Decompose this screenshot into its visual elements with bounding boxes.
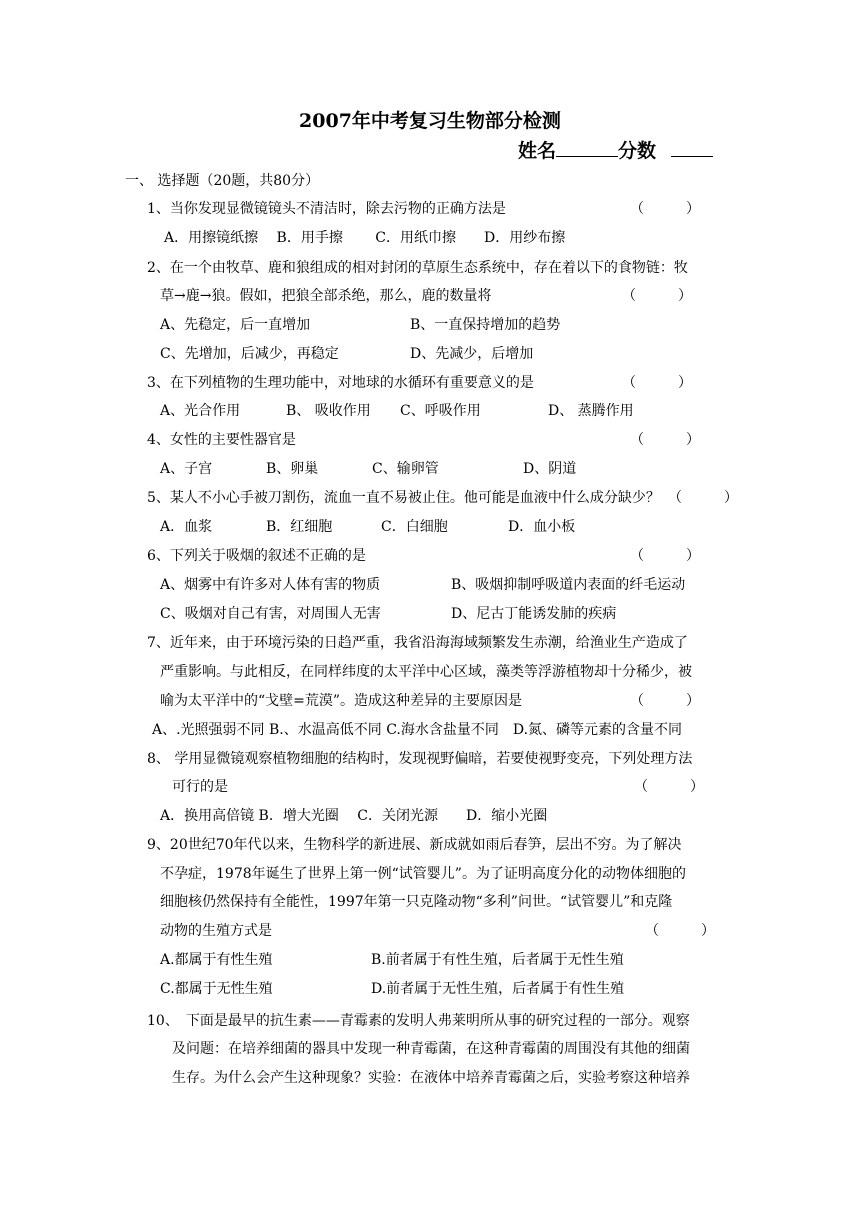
score-blank (671, 136, 713, 157)
option: C.都属于无性生殖 (160, 981, 273, 997)
option: A、先稳定，后一直增加 (160, 317, 311, 333)
option: A、光合作用 (160, 403, 241, 419)
option: C、输卵管 (372, 461, 439, 477)
question-stem: 草→鹿→狼。假如，把狼全部杀绝，那么，鹿的数量将 (160, 288, 492, 304)
option: D.前者属于无性生殖，后者属于有性生殖 (371, 981, 625, 997)
answer-paren: （ ） (630, 693, 700, 709)
question-stem: 6、下列关于吸烟的叙述不正确的是 (147, 548, 366, 564)
option: A、烟雾中有许多对人体有害的物质 (160, 577, 381, 593)
question-options: A．换用高倍镜 B．增大光圈 C．关闭光源 D．缩小光圈 (160, 808, 548, 824)
question-stem: 5、某人不小心手被刀割伤，流血一直不易被止住。他可能是血液中什么成分缺少？ (147, 490, 660, 506)
question-stem: 4、女性的主要性器官是 (147, 432, 296, 448)
question-stem: 可行的是 (172, 779, 228, 795)
option: A．血浆 (160, 519, 213, 535)
name-score-row (518, 136, 713, 163)
question-stem: 生存。为什么会产生这种现象？实验：在液体中培养青霉菌之后，实验考察这种培养 (172, 1070, 690, 1086)
option: D、阴道 (523, 461, 577, 477)
option: B.前者属于有性生殖，后者属于无性生殖 (371, 952, 624, 968)
question-options: A、.光照强弱不同 B.、水温高低不同 C.海水含盐量不同 D.氮、磷等元素的含量不同 (152, 722, 683, 738)
answer-paren: （ ） (630, 432, 700, 448)
answer-paren: （ ） (622, 375, 692, 391)
question-stem: 严重影响。与此相反，在同样纬度的太平洋中心区域，藻类等浮游植物却十分稀少，被 (160, 664, 692, 680)
score-label: 分数 (618, 140, 657, 162)
option: D、尼古丁能诱发肺的疾病 (451, 606, 617, 622)
name-blank (556, 136, 618, 157)
answer-paren: （ ） (622, 288, 692, 304)
question-stem: 动物的生殖方式是 (160, 923, 272, 939)
option: B、 吸收作用 (286, 403, 371, 419)
option: C．白细胞 (381, 519, 448, 535)
question-options: A．用擦镜纸擦 B．用手擦 C．用纸巾擦 D．用纱布擦 (164, 230, 566, 246)
page-title: 2007年中考复习生物部分检测 (299, 110, 561, 132)
question-stem: 喻为太平洋中的“戈壁=荒漠”。造成这种差异的主要原因是 (160, 693, 523, 709)
answer-paren: （ ） (630, 201, 700, 217)
question-stem: 10、 下面是最早的抗生素——青霉素的发明人弗莱明所从事的研究过程的一部分。观察 (147, 1013, 690, 1029)
question-stem: 不孕症，1978年诞生了世界上第一例“试管婴儿”。为了证明高度分化的动物体细胞的 (160, 866, 686, 882)
question-stem: 8、 学用显微镜观察植物细胞的结构时，发现视野偏暗，若要使视野变亮，下列处理方法 (147, 751, 693, 767)
option: D、 蒸腾作用 (548, 403, 634, 419)
question-stem: 9、20世纪70年代以来，生物科学的新进展、新成就如雨后春笋，层出不穷。为了解决 (147, 837, 682, 853)
answer-paren: （ ） (630, 548, 700, 564)
option: C、吸烟对自己有害，对周围人无害 (160, 606, 381, 622)
option: C、呼吸作用 (400, 403, 481, 419)
option: A、子宫 (160, 461, 213, 477)
question-stem: 3、在下列植物的生理功能中，对地球的水循环有重要意义的是 (147, 375, 534, 391)
option: B、吸烟抑制呼吸道内表面的纤毛运动 (451, 577, 686, 593)
section-heading: 一、 选择题（20题，共80分） (125, 173, 320, 189)
option: D、先减少，后增加 (410, 346, 534, 362)
option: B、卵巢 (266, 461, 319, 477)
name-label: 姓名 (518, 140, 557, 162)
option: B．红细胞 (266, 519, 333, 535)
question-stem: 7、近年来，由于环境污染的日趋严重，我省沿海海域频繁发生赤潮，给渔业生产造成了 (147, 635, 688, 651)
question-stem: 细胞核仍然保持有全能性，1997年第一只克隆动物“多利”问世。“试管婴儿”和克隆 (160, 894, 673, 910)
question-stem: 2、在一个由牧草、鹿和狼组成的相对封闭的草原生态系统中，存在着以下的食物链：牧 (147, 260, 688, 276)
option: A.都属于有性生殖 (160, 952, 273, 968)
question-stem: 1、当你发现显微镜镜头不清洁时，除去污物的正确方法是 (147, 201, 506, 217)
answer-paren: （ ） (634, 779, 704, 795)
answer-paren: （ ） (645, 923, 715, 939)
option: D．血小板 (508, 519, 576, 535)
question-stem: 及问题：在培养细菌的器具中发现一种青霉菌，在这种青霉菌的周围没有其他的细菌 (172, 1041, 690, 1057)
answer-paren: （ ） (668, 490, 738, 506)
option: C、先增加，后减少，再稳定 (160, 346, 339, 362)
option: B、一直保持增加的趋势 (410, 317, 561, 333)
